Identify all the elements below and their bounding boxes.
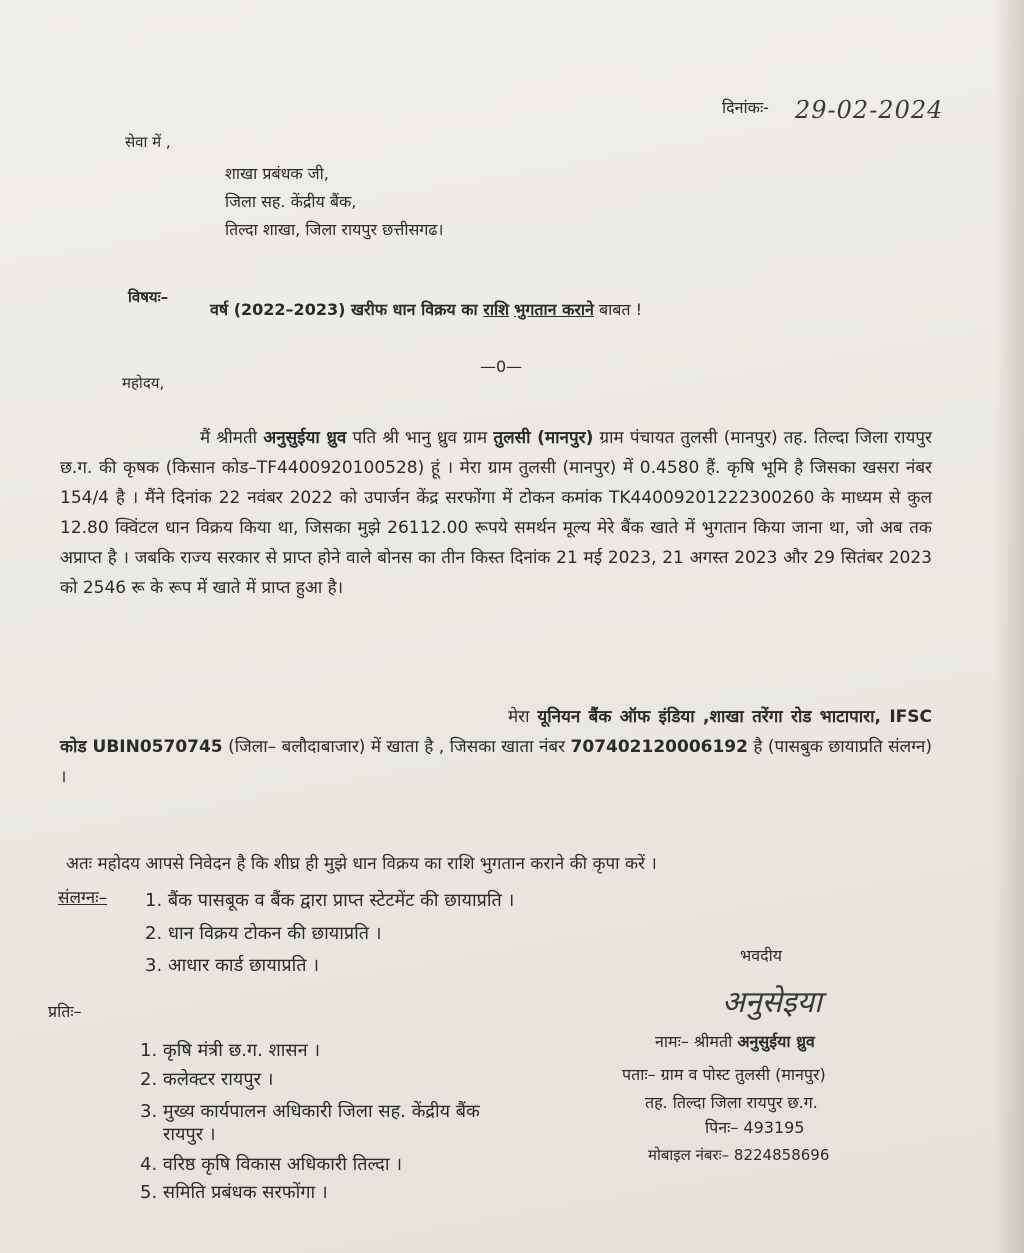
copy-item-5: 5. समिति प्रबंधक सरफोंगा । [140,1182,328,1203]
page-edge-shadow [994,0,1024,1253]
subject-part-6: बाबत ! [593,300,643,319]
village-name: तुलसी (मानपुर) [493,428,594,448]
greeting: महोदय, [122,374,165,392]
copies-label: प्रतिः– [48,1002,82,1021]
enclosures-label: संलग्नः– [58,888,108,908]
sender-address-2: तह. तिल्दा जिला रायपुर छ.ग. [645,1093,818,1112]
sender-name-line [655,1032,815,1051]
divider: —0— [480,357,523,376]
para1-text-1: मैं श्रीमती [200,428,264,448]
enclosure-item-2: 2. धान विक्रय टोकन की छायाप्रति । [145,923,382,944]
subject-part-1: वर्ष (2022–2023) खरीफ धान [210,300,422,319]
recipient-line-1: शाखा प्रबंधक जी, [225,164,329,183]
copy-item-3-cont: रायपुर । [163,1124,216,1145]
para2-text-1: मेरा [508,707,538,727]
sender-name-label: नामः– श्रीमती [655,1032,738,1051]
date-value: 29-02-2024 [795,96,944,124]
body-paragraph-1 [60,423,932,603]
copy-item-2: 2. कलेक्टर रायपुर । [140,1069,274,1090]
closing: भवदीय [740,946,783,965]
signature: अनुसेइया [722,985,822,1020]
subject-label: विषयः– [128,288,169,306]
enclosure-item-3: 3. आधार कार्ड छायाप्रति । [145,955,320,976]
subject-line [210,300,642,319]
sender-pin: पिनः– 493195 [705,1118,805,1137]
bank-details: यूनियन बैंक ऑफ इंडिया ,शाखा तरेंगा रोड भाटापारा, IFSC कोड UBIN0570745 [60,707,932,757]
para2-text-3: है (पासबुक छायाप्रति संलग्न) । [60,737,932,787]
recipient-line-3: तिल्दा शाखा, जिला रायपुर छत्तीसगढ। [225,220,444,239]
subject-part-2: विक्रय का [421,300,484,319]
date-label: दिनांकः- [722,98,769,117]
recipient-line-2: जिला सह. केंद्रीय बैंक, [225,192,357,211]
sender-address-1: पताः– ग्राम व पोस्ट तुलसी (मानपुर) [622,1065,826,1084]
applicant-name: अनुसुईया ध्रुव [263,428,347,448]
salutation: सेवा में , [125,133,171,151]
copy-item-1: 1. कृषि मंत्री छ.ग. शासन । [140,1040,321,1061]
request-line: अतः महोदय आपसे निवेदन है कि शीघ्र ही मुझे धान विक्रय का राशि भुगतान कराने की कृपा करें । [66,854,657,874]
body-paragraph-2 [60,702,932,792]
para1-text-3: ग्राम पंचायत तुलसी (मानपुर) तह. तिल्दा जिला रायपुर छ.ग. की कृषक (किसान कोड–TF4400920100528) हूं । मेरा ग्राम तुलसी (मानपुर) में 0.4580 हैं. कृषि भूमि है जिसका खसरा नंबर 154/4 है । मैंने दिनांक 22 नवंबर 2022 को उपार्जन केंद्र सरफोंगा में टोकन कमांक TK44009201222300260 के माध्यम से कुल 12.80 क्विंटल धान विक्रय किया था, जिसका मुझे 26112.00 रूपये समर्थन मूल्य मेरे बैंक खाते में भुगतान किया जाना था, जो अब तक अप्राप्त है । जबकि राज्य सरकार से प्राप्त होने वाले बोनस का तीन किस्त दिनांक 21 मई 2023, 21 अगस्त 2023 और 29 सितंबर 2023 को 2546 रू के रूप में खाते में प्राप्त हुआ है। [60,428,932,598]
enclosure-item-1: 1. बैंक पासबूक व बैंक द्वारा प्राप्त स्टेटमेंट की छायाप्रति । [145,890,515,911]
account-number: 707402120006192 [570,737,748,757]
subject-part-3: राशि [483,300,509,319]
para2-text-2: (जिला– बलौदाबाजार) में खाता है , जिसका खाता नंबर [222,737,571,757]
sender-mobile: मोबाइल नंबरः– 8224858696 [648,1146,830,1164]
para1-text-2: पति श्री भानु ध्रुव ग्राम [346,428,494,448]
subject-part-5: भुगतान कराने [514,300,594,319]
copy-item-3: 3. मुख्य कार्यपालन अधिकारी जिला सह. केंद्रीय बैंक [140,1101,480,1122]
sender-name: अनुसुईया ध्रुव [737,1032,815,1051]
copy-item-4: 4. वरिष्ठ कृषि विकास अधिकारी तिल्दा । [140,1154,403,1175]
